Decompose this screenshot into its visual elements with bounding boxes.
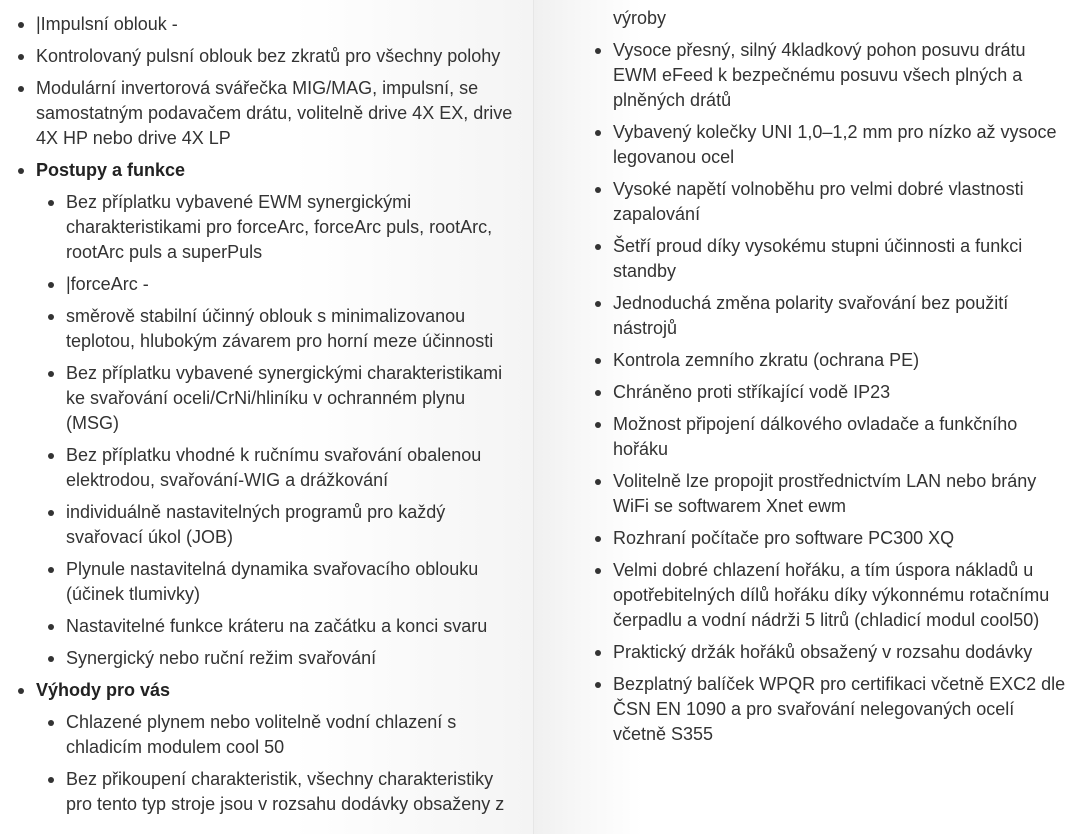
- list-item: Chlazené plynem nebo volitelně vodní chlazení s chladicím modulem cool 50: [36, 710, 520, 760]
- list-item: Praktický držák hořáků obsažený v rozsahu dodávky: [577, 640, 1067, 665]
- list-item: |forceArc -: [36, 272, 520, 297]
- benefits-list: [36, 710, 520, 817]
- list-item: Nastavitelné funkce kráteru na začátku a konci svaru: [36, 614, 520, 639]
- list-item: Kontrolovaný pulsní oblouk bez zkratů pro všechny polohy: [0, 44, 520, 69]
- list-item: Bez příplatku vybavené EWM synergickými charakteristikami pro forceArc, forceArc puls, rootArc, rootArc puls a superPuls: [36, 190, 520, 265]
- section-heading-process: Postupy a funkce: [36, 160, 186, 180]
- list-item: Vysoké napětí volnoběhu pro velmi dobré vlastnosti zapalování: [577, 177, 1067, 227]
- list-item: Chráněno proti stříkající vodě IP23: [577, 380, 1067, 405]
- list-item: Šetří proud díky vysokému stupni účinnosti a funkci standby: [577, 234, 1067, 284]
- list-item: Vysoce přesný, silný 4kladkový pohon posuvu drátu EWM eFeed k bezpečnému posuvu všech plných a plněných drátů: [577, 38, 1067, 113]
- list-item: Možnost připojení dálkového ovladače a funkčního hořáku: [577, 412, 1067, 462]
- list-item: |Impulsní oblouk -: [0, 12, 520, 37]
- section-heading-benefits: Výhody pro vás: [36, 680, 171, 700]
- list-item: Velmi dobré chlazení hořáku, a tím úspora nákladů u opotřebitelných dílů hořáku díky výkonnému rotačnímu čerpadlu a vodní nádrži 5 litrů (chladicí modul cool50): [577, 558, 1067, 633]
- list-item: Bez příplatku vybavené synergickými charakteristikami ke svařování oceli/CrNi/hliníku v ochranném plynu (MSG): [36, 361, 520, 436]
- right-column: [534, 0, 1076, 834]
- section-process: [0, 158, 520, 671]
- list-item: Volitelně lze propojit prostřednictvím LAN nebo brány WiFi se softwarem Xnet ewm: [577, 469, 1067, 519]
- list-item: Jednoduchá změna polarity svařování bez použití nástrojů: [577, 291, 1067, 341]
- list-item: Rozhraní počítače pro software PC300 XQ: [577, 526, 1067, 551]
- list-item: Modulární invertorová svářečka MIG/MAG, impulsní, se samostatným podavačem drátu, volitelně drive 4X EX, drive 4X HP nebo drive 4X LP: [0, 76, 520, 151]
- list-item: Bezplatný balíček WPQR pro certifikaci včetně EXC2 dle ČSN EN 1090 a pro svařování nelegovaných ocelí včetně S355: [577, 672, 1067, 747]
- process-list: [36, 190, 520, 671]
- list-item: Bez přikoupení charakteristik, všechny charakteristiky pro tento typ stroje jsou v rozsahu dodávky obsaženy z: [36, 767, 520, 817]
- list-item: Plynule nastavitelná dynamika svařovacího oblouku (účinek tlumivky): [36, 557, 520, 607]
- list-item: Kontrola zemního zkratu (ochrana PE): [577, 348, 1067, 373]
- list-item: Vybavený kolečky UNI 1,0–1,2 mm pro nízko až vysoce legovanou ocel: [577, 120, 1067, 170]
- list-item: směrově stabilní účinný oblouk s minimalizovanou teplotou, hlubokým závarem pro horní meze účinnosti: [36, 304, 520, 354]
- list-item: Synergický nebo ruční režim svařování: [36, 646, 520, 671]
- list-item-continuation: výroby: [613, 8, 667, 28]
- section-benefits: [0, 678, 520, 817]
- feature-list-left: [0, 12, 520, 824]
- feature-list-right: [577, 6, 1067, 754]
- left-column: [0, 0, 534, 834]
- list-item: Bez příplatku vhodné k ručnímu svařování obalenou elektrodou, svařování-WIG a drážkování: [36, 443, 520, 493]
- list-item: individuálně nastavitelných programů pro každý svařovací úkol (JOB): [36, 500, 520, 550]
